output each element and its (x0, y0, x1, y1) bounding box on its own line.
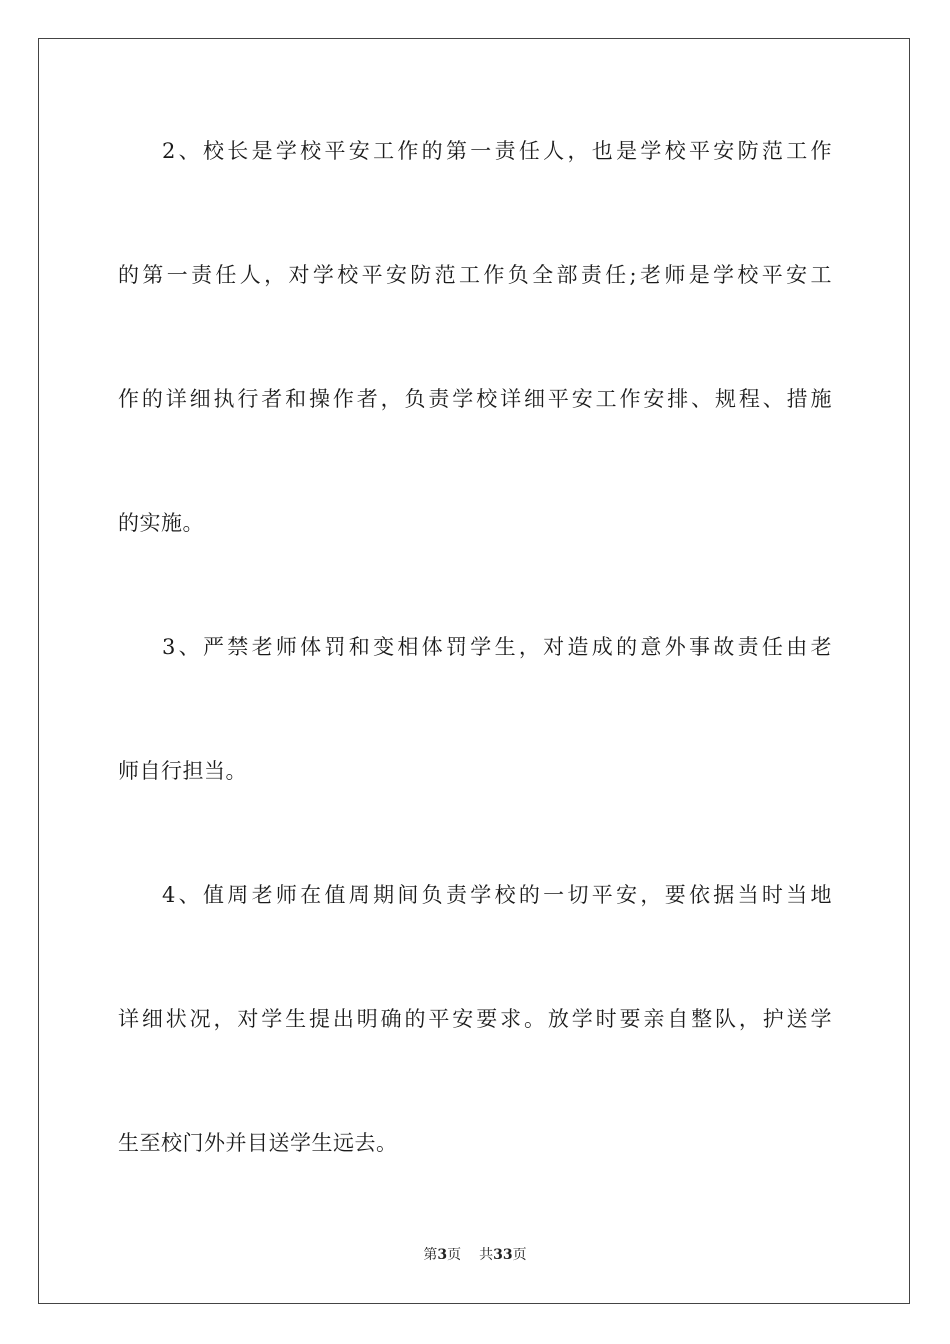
paragraph-3-line-2: 详细状况，对学生提出明确的平安要求。放学时要亲自整队，护送学 (118, 1007, 832, 1031)
footer-total-pages: 33 (493, 1247, 513, 1263)
paragraph-3-line-3: 生至校门外并目送学生远去。 (118, 1131, 398, 1155)
paragraph-1-line-3: 作的详细执行者和操作者，负责学校详细平安工作安排、规程、措施 (118, 387, 832, 411)
paragraph-2-line-1: 3、严禁老师体罚和变相体罚学生，对造成的意外事故责任由老 (162, 635, 832, 659)
paragraph-3-line-1: 4、值周老师在值周期间负责学校的一切平安，要依据当时当地 (162, 883, 832, 907)
paragraph-2-line-2: 师自行担当。 (118, 759, 247, 783)
page-border (38, 38, 910, 1304)
footer-page-prefix: 第 (423, 1247, 438, 1263)
paragraph-1-line-2: 的第一责任人，对学校平安防范工作负全部责任;老师是学校平安工 (118, 263, 832, 287)
footer-page-number: 3 (437, 1247, 448, 1263)
paragraph-1-line-1: 2、校长是学校平安工作的第一责任人，也是学校平安防范工作 (162, 139, 832, 163)
footer-total-suffix: 页 (512, 1247, 527, 1263)
footer-total-prefix: 共 (479, 1247, 494, 1263)
footer-page-suffix: 页 (447, 1247, 462, 1263)
paragraph-1-line-4: 的实施。 (118, 511, 204, 535)
page-footer (0, 1244, 950, 1264)
